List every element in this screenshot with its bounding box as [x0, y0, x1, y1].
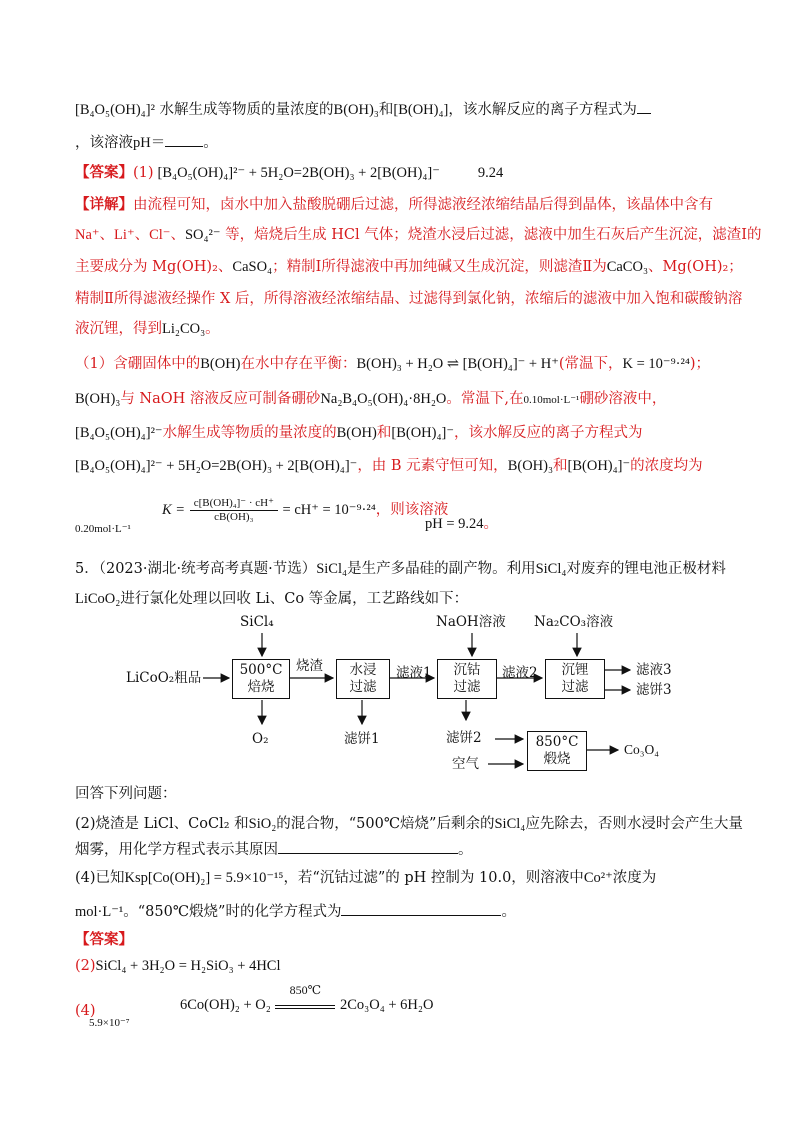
- explain-para-5-k: [162, 490, 448, 530]
- k-symbol: K =: [162, 502, 186, 518]
- explain-text-5-end: 。: [205, 321, 220, 337]
- p2-tail: 。常温下,在: [446, 391, 524, 407]
- p1-pre: （1）含硼固体中的: [75, 356, 201, 372]
- answer2-num: (2): [75, 958, 96, 974]
- q2-mid: 的混合物，“500℃焙烧”后剩余的: [276, 816, 495, 832]
- explain-para-5-conc: [75, 517, 131, 540]
- output-cake1: 滤饼1: [344, 731, 380, 747]
- input-naoh: NaOH溶液: [436, 614, 506, 630]
- question-4-line-2: [75, 899, 516, 923]
- q4-mid: ，若“沉钴过滤”的 pH 控制为 10.0，则溶液中: [283, 870, 584, 886]
- answer-1: [75, 162, 503, 184]
- questions-intro: [75, 783, 177, 805]
- answer4-eq-right: 2Co₃O₄ + 6H₂O: [340, 997, 434, 1013]
- question-4-line-1: [75, 867, 656, 889]
- explain-line-3: [75, 256, 743, 278]
- answer4-condition: 850℃: [289, 983, 322, 997]
- p2-mid: 与 NaOH 溶液反应可制备硼砂: [120, 391, 321, 407]
- answer-num: (1): [133, 165, 154, 181]
- explain-text-1: 由流程可知，卤水中加入盐酸脱硼后过滤，所得滤液经浓缩结晶后得到晶体，该晶体中含有: [133, 197, 713, 213]
- formula-co2plus: Co²⁺: [583, 870, 613, 886]
- explain-para-4: [75, 455, 703, 477]
- ions-list: Na⁺、Li⁺、Cl⁻、: [75, 227, 185, 243]
- p1-mid: 在水中存在平衡：: [240, 356, 357, 372]
- k-result: = cH⁺ = 10⁻⁹·²⁴: [282, 502, 376, 518]
- answer4-num: (4): [75, 1003, 96, 1019]
- arrow-label-filtrate2: 滤液2: [502, 665, 538, 681]
- question-5-line-2: [75, 588, 468, 610]
- explain-line-5: [75, 318, 220, 340]
- explain-text-3: 主要成分为 Mg(OH)₂、: [75, 259, 233, 275]
- question-number: 5．: [75, 561, 99, 577]
- p1-tail: (常温下，: [558, 356, 623, 372]
- output-filtrate3: 滤液3: [636, 662, 672, 678]
- explain-para-2: [75, 388, 666, 411]
- answer4-eq-left: 6Co(OH)₂ + O₂: [180, 997, 271, 1013]
- formula-boh3: B(OH)₃: [333, 102, 379, 118]
- and-text: 和: [378, 102, 394, 118]
- p3-and: 和: [376, 425, 392, 441]
- p4-boh4: [B(OH)₄]⁻: [567, 458, 631, 474]
- question-5-line-1: [75, 558, 726, 580]
- answer-2-q2: [75, 955, 281, 977]
- lithium-precip-box: [545, 659, 605, 699]
- question-text-1: 是生产多晶硅的副产物。利用: [347, 561, 536, 577]
- q4-line2: 。“850℃煅烧”时的化学方程式为: [123, 904, 342, 920]
- question-text-1b: 对废弃的锂电池正极材料: [566, 561, 726, 577]
- equals-sign: [275, 1005, 335, 1009]
- output-o2: O₂: [252, 731, 269, 747]
- explain-text-5: 液沉锂，得到: [75, 321, 162, 337]
- p3-boh: B(OH): [336, 425, 377, 441]
- formula-b4o5oh4: [B₄O₅(OH)₄]²: [75, 102, 155, 118]
- p3-mid: 水解生成等物质的量浓度的: [162, 425, 337, 441]
- raw-material: LiCoO₂粗品: [126, 670, 202, 686]
- leaching-label-b: 过滤: [349, 679, 377, 695]
- k-numerator: c[B(OH)₄]⁻ · cH⁺: [190, 497, 278, 511]
- arrow-label-filtrate1: 滤液1: [396, 665, 432, 681]
- lithium-label-b: 过滤: [561, 679, 589, 695]
- answer-label: 【答案】: [75, 164, 133, 181]
- answer2-label: 【答案】: [75, 931, 133, 948]
- k-fraction: [190, 497, 278, 524]
- p5-mid: ，则该溶液: [375, 502, 449, 518]
- roasting-box: [232, 659, 290, 699]
- q2-line2: 烟雾，用化学方程式表示其原因: [75, 842, 278, 858]
- lithium-label-a: 沉锂: [561, 662, 589, 678]
- roasting-temp: 500°C: [239, 662, 283, 678]
- explain-text-2: 等，焙烧后生成 HCl 气体；烧渣水浸后过滤，滤液中加生石灰后产生沉淀，滤渣Ⅰ的: [225, 227, 762, 243]
- explain-para-3: [75, 422, 643, 444]
- input-sicl4: SiCl₄: [240, 614, 274, 630]
- cake2-label: 滤饼2: [446, 730, 482, 746]
- question-source: （2023·湖北·统考高考真题·节选）: [98, 561, 317, 577]
- q2-tail: 应先除去，否则水浸时会产生大量: [525, 816, 743, 832]
- explain-text-3b: ；精制Ⅰ所得滤液中再加纯碱又生成沉淀，则滤渣Ⅱ为: [272, 259, 607, 275]
- k-denominator: cB(OH)₃: [214, 510, 254, 523]
- formula-sicl4-b: SiCl₄: [535, 561, 567, 577]
- answer-equation: [B₄O₅(OH)₄]²⁻ + 5H₂O=2B(OH)₃ + 2[B(OH)₄]⁻: [157, 165, 440, 181]
- p4-mid: ，由 B 元素守恒可知，: [357, 458, 508, 474]
- answer-value: 9.24: [477, 165, 504, 181]
- input-na2co3: Na₂CO₃溶液: [534, 614, 614, 630]
- answer-4-value: [89, 1011, 130, 1034]
- p1-equilibrium: B(OH)₃ + H₂O ⇌ [B(OH)₄]⁻ + H⁺: [356, 356, 559, 372]
- p2-concentration: 0.10mol·L⁻¹: [523, 394, 580, 406]
- explain-line-4: [75, 288, 742, 310]
- formula-so4: SO₄²⁻: [184, 227, 221, 243]
- leaching-box: [336, 659, 390, 699]
- cobalt-label-a: 沉钴: [453, 662, 481, 678]
- q2-pre: (2)烧渣是 LiCl、CoCl₂ 和: [75, 816, 249, 832]
- q4-tail: 浓度为: [612, 870, 657, 886]
- air-label: 空气: [452, 756, 479, 772]
- p3-tail: ，该水解反应的离子方程式为: [454, 425, 643, 441]
- q4-end: 。: [501, 904, 516, 920]
- calcination-temp: 850°C: [535, 734, 579, 750]
- explain-label: 【详解】: [75, 196, 133, 213]
- formula-caco3: CaCO₃: [606, 259, 649, 275]
- formula-sicl4: SiCl₄: [316, 561, 348, 577]
- product-co3o4: Co₃O₄: [624, 742, 659, 757]
- intro-line2-end: 。: [203, 135, 218, 151]
- p4-and: 和: [553, 458, 568, 474]
- q4-unit: mol·L⁻¹: [75, 904, 124, 920]
- p4-tail: 的浓度均为: [630, 458, 703, 474]
- q2-end: 。: [458, 842, 473, 858]
- question-text-2: 进行氯化处理以回收 Li、Co 等金属，工艺路线如下：: [120, 591, 469, 607]
- q4-pre: (4)已知: [75, 870, 125, 886]
- intro-line-1: [75, 97, 651, 121]
- formula-li2co3: Li₂CO₃: [162, 321, 206, 337]
- intro-tail: ，该水解反应的离子方程式为: [448, 102, 637, 118]
- p1-end: )；: [689, 356, 711, 372]
- explain-line-2: [75, 224, 762, 246]
- calcination-label: 煅烧: [543, 751, 571, 767]
- intro-text: 水解生成等物质的量浓度的: [159, 102, 334, 118]
- answer2-equation: SiCl₄ + 3H₂O = H₂SiO₃ + 4HCl: [95, 958, 281, 974]
- p3-boh4: [B(OH)₄]⁻: [391, 425, 454, 441]
- intro-line2-pre: ，该溶液: [75, 135, 133, 151]
- ph-blank[interactable]: [165, 130, 203, 147]
- explain-para-1: [75, 353, 710, 375]
- output-cake3: 滤饼3: [636, 682, 672, 698]
- p5-end: 。: [483, 516, 499, 532]
- calcination-box: [527, 731, 587, 771]
- p4-equation: [B₄O₅(OH)₄]²⁻ + 5H₂O=2B(OH)₃ + 2[B(OH)₄]⁻: [75, 458, 358, 474]
- p2-boh3: B(OH)₃: [75, 391, 121, 407]
- answer4-value: 5.9×10⁻⁷: [89, 1017, 130, 1029]
- explain-line-1: [75, 194, 713, 216]
- answer-blank[interactable]: [637, 97, 651, 114]
- explain-para-5-ph: [425, 513, 498, 535]
- formula-borax: Na₂B₄O₅(OH)₄·8H₂O: [320, 391, 447, 407]
- answer-2-label: [75, 929, 133, 951]
- ph-label: pH＝: [133, 135, 166, 151]
- p1-boh: B(OH): [200, 356, 241, 372]
- q2-sicl4: SiCl₄: [494, 816, 526, 832]
- formula-boh4: [B(OH)₄]: [393, 102, 449, 118]
- p5-concentration: 0.20mol·L⁻¹: [75, 523, 131, 535]
- questions-intro-text: 回答下列问题：: [75, 786, 177, 802]
- question-2-line-2: [75, 837, 473, 861]
- formula-caso4: CaSO₄: [232, 259, 273, 275]
- p3-formula: [B₄O₅(OH)₄]²⁻: [75, 425, 163, 441]
- formula-sio2: SiO₂: [248, 816, 277, 832]
- p2-end: 硼砂溶液中，: [579, 391, 667, 407]
- leaching-label-a: 水浸: [349, 662, 377, 678]
- q4-ksp: Ksp[Co(OH)₂] = 5.9×10⁻¹⁵: [124, 870, 284, 886]
- p1-k-value: K = 10⁻⁹·²⁴: [622, 356, 690, 372]
- question-2-line-1: [75, 813, 743, 835]
- explain-text-3c: 、Mg(OH)₂；: [648, 259, 743, 275]
- answer-4-equation: [180, 983, 434, 1016]
- cobalt-label-b: 过滤: [453, 679, 481, 695]
- ph-result: pH = 9.24: [425, 516, 484, 532]
- arrow-label-slag: 烧渣: [296, 658, 323, 674]
- q2-answer-blank[interactable]: [278, 837, 458, 854]
- formula-licoo2: LiCoO₂: [75, 591, 121, 607]
- p4-boh3: B(OH)₃: [507, 458, 554, 474]
- answer4-condition-arrow: [275, 983, 335, 1009]
- cobalt-precip-box: [437, 659, 497, 699]
- intro-line-2: [75, 130, 218, 154]
- roasting-label: 焙烧: [247, 679, 275, 695]
- explain-text-4: 精制Ⅱ所得滤液经操作 X 后，所得溶液经浓缩结晶、过滤得到氯化钠，浓缩后的滤液中加入饱和碳酸钠溶: [75, 291, 743, 307]
- q4-answer-blank[interactable]: [341, 899, 501, 916]
